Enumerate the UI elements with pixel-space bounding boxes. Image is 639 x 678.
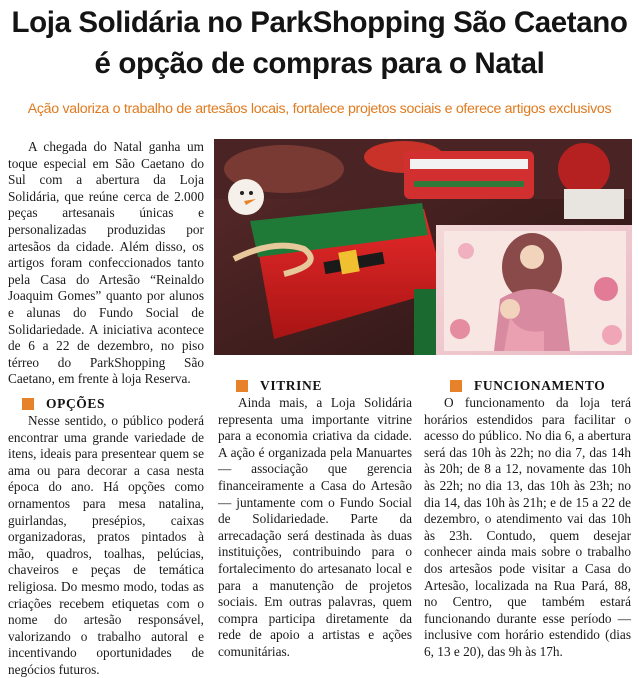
- section-vitrine: [218, 395, 412, 661]
- orange-square-icon: [450, 380, 462, 392]
- subheadline: Ação valoriza o trabalho de artesãos locais, fortalece projetos sociais e oferece artigos exclusivos: [27, 101, 612, 117]
- section-body: O funcionamento da loja terá horários estendidos para facilitar o acesso do público. No dia 6, a abertura será das 10h às 22h; no dia 7, das 14h às 20h; de 8 a 12, novamente das 10h às 22h; no dia 13, das 10h às 23h; no dia 14, das 10h às 21h; e de 15 a 22 de dezembro, o atendimento vai das 10h às 23h. Contudo, quem desejar conhecer ainda mais sobre o trabalho dos artesãos pode visitar a Casa do Artesão, localizada na Rua Pará, 88, no Centro, que também estará funcionando durante esse período — inclusive com horário estendido (dias 6, 13 e 20), das 9h às 17h.: [424, 395, 631, 659]
- section-body: Nesse sentido, o público poderá encontrar uma grande variedade de itens, ideais para presentear quem se ama ou para decorar a casa nesta época do ano. Há opções como ornamentos para mesa natalina, guirlandas, presépios, caixas organizadoras, pratos pintados à mão, quadros, toalhas, pelúcias, chaveiros e peças de temática religiosa. Do mesmo modo, todas as criações recebem etiquetas com o nome do artesão responsável, valorizando o trabalho autoral e incentivando oportunidades de negócios futuros.: [8, 413, 204, 677]
- section-heading-opcoes: [22, 395, 105, 413]
- section-body: Ainda mais, a Loja Solidária representa uma importante vitrine para a economia criativa da cidade. A ação é organizada pela Manuartes — associação que gerencia financeiramente a Casa do Artesão — juntamente com o Fundo Social de Solidariedade. Parte da arrecadação será destinada às duas instituições, contribuindo para o fortalecimento do artesanato local e para a manutenção de projetos sociais. Em outras palavras, quem compra participa diretamente da rede de apoio a artistas e ações comunitárias.: [218, 395, 412, 659]
- orange-square-icon: [22, 398, 34, 410]
- section-title: FUNCIONAMENTO: [474, 378, 606, 393]
- christmas-crafts-illustration: [214, 139, 632, 355]
- section-opcoes: [8, 413, 204, 678]
- article-photo: [214, 139, 632, 355]
- section-funcionamento: [424, 395, 631, 661]
- section-title: VITRINE: [260, 378, 322, 393]
- headline: Loja Solidária no ParkShopping São Caetano é opção de compras para o Natal: [11, 6, 628, 80]
- section-heading-funcionamento: [450, 377, 605, 395]
- intro-column: [8, 139, 204, 388]
- orange-square-icon: [236, 380, 248, 392]
- intro-paragraph: A chegada do Natal ganha um toque especial em São Caetano do Sul com a abertura da Loja Solidária, que reúne cerca de 2.000 peças artesanais únicas e personalizadas produzidas por artesãos da cidade. Além disso, os artigos foram confeccionados tanto pela Casa do Artesão “Reinaldo Joaquim Gomes” quanto por alunos e alunas do Fundo Social de Solidariedade. A iniciativa acontece de 6 a 22 de dezembro, no piso térreo do ParkShopping São Caetano, em frente à loja Reserva.: [8, 139, 204, 387]
- section-title: OPÇÕES: [46, 396, 106, 411]
- section-heading-vitrine: [236, 377, 322, 395]
